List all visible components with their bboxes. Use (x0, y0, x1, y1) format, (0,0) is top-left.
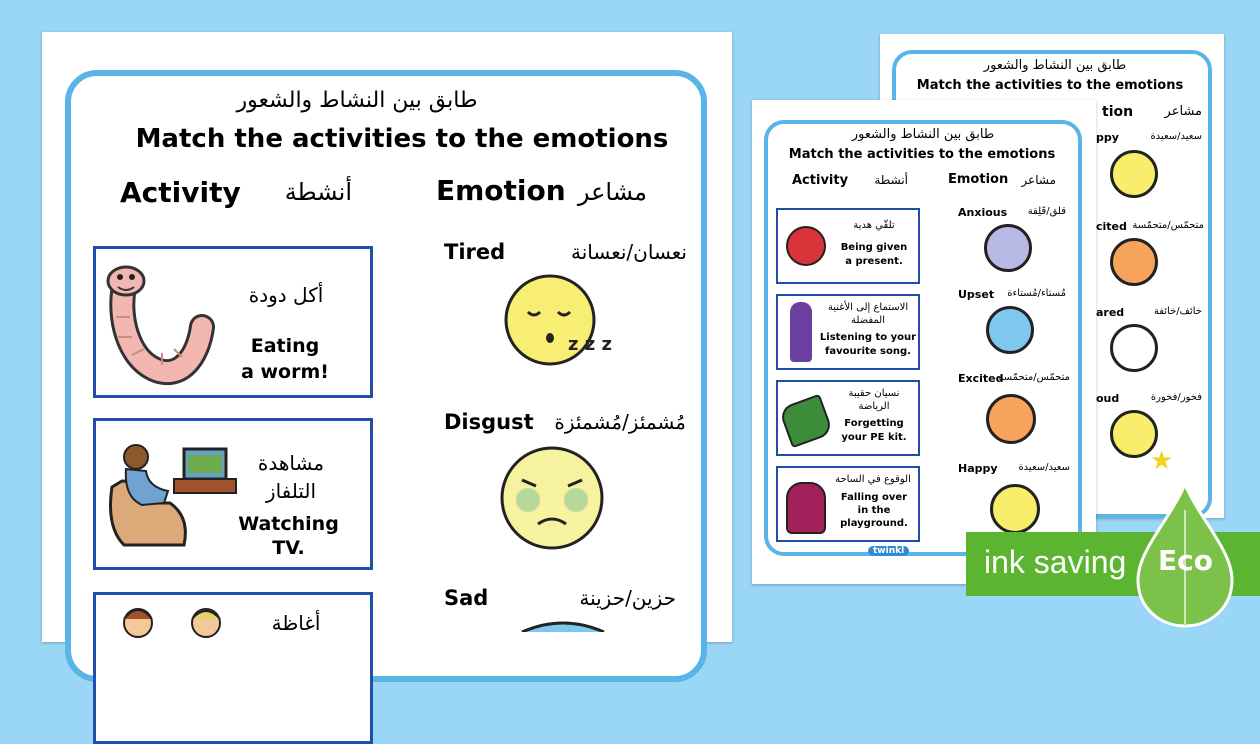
present-english-2: a present. (845, 256, 903, 267)
mid-activity-card-falling[interactable] (776, 466, 920, 542)
mid-emotion-upset-label: Upset (958, 288, 995, 301)
emotion-header-arabic: مشاعر (577, 178, 647, 206)
mid-emotion-anxious-arabic: قلق/قَلِقة (1027, 206, 1066, 217)
middle-emotion-header-arabic: مشاعر (1021, 173, 1056, 187)
mid-emotion-happy-label: Happy (958, 462, 998, 475)
worm-english-line2: a worm! (241, 361, 329, 383)
tv-english-line1: Watching (238, 513, 339, 535)
emotion-disgust-arabic: مُشمئز/مُشمئزة (554, 410, 686, 434)
back-emotion-header: tion (1102, 104, 1134, 120)
mid-activity-card-present[interactable] (776, 208, 920, 284)
song-english-2: favourite song. (825, 346, 911, 357)
children-icon (116, 601, 236, 641)
main-title-arabic: طابق بين النشاط والشعور (236, 88, 478, 113)
back-excited-face-icon (1110, 238, 1158, 286)
sleepy-face-icon (500, 272, 618, 366)
falling-arabic: الوقوع في الساحة (835, 474, 911, 485)
back-emotion-1-arabic: سعيد/سعيدة (1150, 131, 1202, 142)
emotion-sad-label: Sad (444, 586, 489, 610)
activity-card-teasing[interactable] (93, 592, 373, 744)
activity-card-tv[interactable] (93, 418, 373, 570)
back-scared-face-icon (1110, 324, 1158, 372)
activity-header-arabic: أنشطة (284, 178, 352, 206)
pe-english-1: Forgetting (844, 418, 904, 429)
song-english-1: Listening to your (819, 332, 917, 343)
middle-title-arabic: طابق بين النشاط والشعور (851, 127, 995, 142)
star-icon: ★ (1150, 446, 1174, 476)
pe-bag-icon (778, 394, 834, 449)
back-emotion-4-label: oud (1096, 392, 1120, 405)
mid-upset-face-icon (986, 306, 1034, 354)
fallen-child-icon (786, 482, 826, 534)
listening-girl-icon (790, 302, 812, 362)
emotion-tired-label: Tired (444, 240, 506, 264)
falling-english-1: Falling over (840, 492, 908, 503)
twinkl-logo: twinkl (868, 546, 909, 556)
pe-arabic-2: الرياضة (858, 401, 890, 412)
pe-english-2: your PE kit. (841, 432, 907, 443)
pe-arabic-1: نسيان حقيبة (848, 388, 900, 399)
emotion-sad-arabic: حزين/حزينة (579, 586, 676, 610)
middle-activity-header-arabic: أنشطة (874, 173, 908, 187)
song-arabic-1: الاستماع إلى الأغنية (827, 302, 909, 313)
song-arabic-2: المفضلة (850, 315, 885, 326)
back-title-english: Match the activities to the emotions (916, 78, 1184, 93)
falling-english-2: in the (857, 505, 891, 516)
mid-happy-face-icon (990, 484, 1040, 534)
middle-worksheet (752, 100, 1096, 584)
middle-activity-header: Activity (792, 173, 849, 188)
main-worksheet (42, 32, 732, 642)
back-emotion-4-arabic: فخور/فخورة (1150, 392, 1202, 403)
mid-emotion-happy-arabic: سعيد/سعيدة (1018, 462, 1070, 473)
sad-face-icon (518, 620, 608, 632)
mid-emotion-upset-arabic: مُستاء/مُستاءة (1007, 288, 1066, 299)
emotion-disgust-label: Disgust (444, 410, 534, 434)
tv-arabic-line1: مشاهدة (257, 451, 325, 475)
activity-header: Activity (120, 176, 241, 209)
mid-excited-face-icon (986, 394, 1036, 444)
tv-icon (104, 437, 240, 553)
mid-emotion-excited-label: Excited (958, 372, 1004, 385)
emotion-header: Emotion (436, 174, 566, 207)
mid-activity-card-pe-kit[interactable] (776, 380, 920, 456)
activity-card-worm[interactable] (93, 246, 373, 398)
ink-saving-label: ink saving (984, 544, 1127, 580)
mid-emotion-excited-arabic: متحمّس/متحمّسة (998, 372, 1070, 383)
present-icon (786, 226, 826, 266)
back-emotion-2-arabic: متحمّس/متحمّسة (1132, 220, 1204, 231)
back-emotion-2-label: cited (1096, 220, 1127, 233)
tv-arabic-line2: التلفاز (265, 479, 317, 503)
back-happy-face-icon (1110, 150, 1158, 198)
worm-icon (102, 257, 220, 387)
mid-activity-card-song[interactable] (776, 294, 920, 370)
teasing-arabic: أغاظة (271, 611, 321, 635)
back-emotion-3-arabic: خائف/خائفة (1153, 306, 1202, 317)
emotion-tired-arabic: نعسان/نعسانة (570, 240, 687, 264)
mid-anxious-face-icon (984, 224, 1032, 272)
svg-text:z z z: z z z (568, 334, 612, 355)
mid-emotion-anxious-label: Anxious (958, 206, 1008, 219)
back-emotion-header-arabic: مشاعر (1164, 104, 1202, 119)
disgusted-face-icon (498, 444, 608, 554)
back-emotion-3-label: ared (1096, 306, 1125, 319)
back-title-arabic: طابق بين النشاط والشعور (983, 58, 1127, 73)
worm-arabic: أكل دودة (248, 283, 324, 307)
present-arabic: تلقّي هدية (853, 220, 895, 231)
tv-english-line2: TV. (272, 537, 305, 559)
main-title-english: Match the activities to the emotions (135, 124, 669, 154)
worm-english-line1: Eating (250, 335, 320, 357)
middle-emotion-header: Emotion (948, 172, 1009, 187)
back-emotion-1-label: ppy (1096, 131, 1119, 144)
falling-english-3: playground. (840, 518, 908, 529)
middle-title-english: Match the activities to the emotions (788, 147, 1056, 162)
eco-label: Eco (1158, 544, 1213, 577)
present-english-1: Being given (840, 242, 908, 253)
